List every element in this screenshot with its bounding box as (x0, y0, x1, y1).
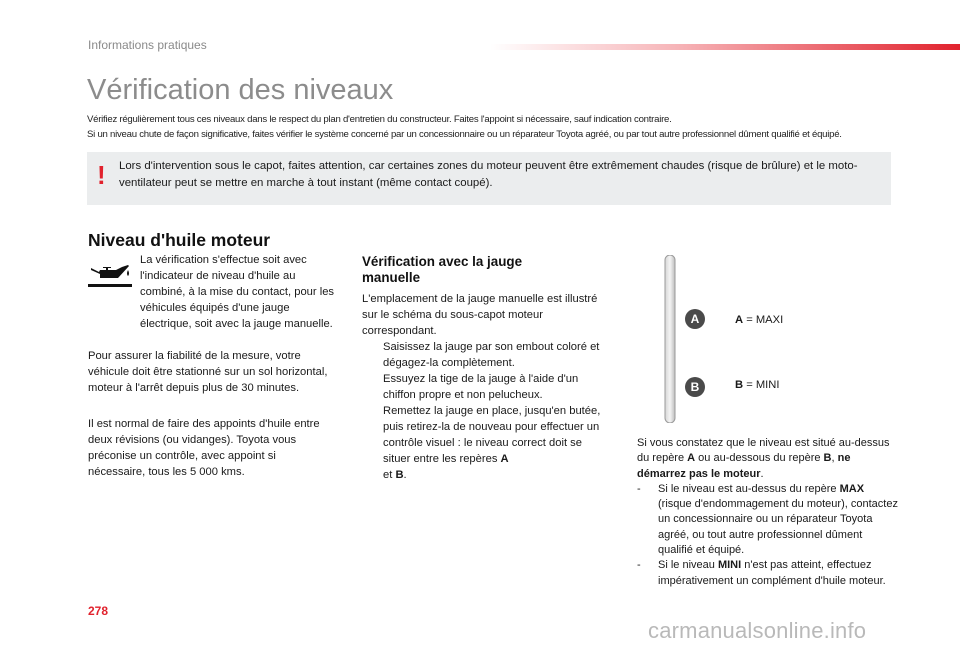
list-item (362, 403, 607, 483)
list-item (362, 339, 607, 371)
intro-text (87, 112, 907, 142)
oil-paragraph-3: Il est normal de faire des appoints d'huile entre deux révisions (ou vidanges). Toyota vous préconise un contrôle, avec appoint si nécessaire, tous les 5 000 kms. (88, 418, 320, 478)
intro-line-2: Si un niveau chute de façon significative, faites vérifier le système concerné par un concessionnaire ou un réparateur Toyota agréé, ou par tout autre professionnel dûment qualifié et équipé. (87, 129, 842, 140)
list-item: - Si le niveau est au-dessus du repère MAX (risque d'endommagement du moteur), contactez un concessionnaire ou un réparateur Toyota agréé, ou tout autre professionnel dûment qualifié et équipé. (637, 482, 898, 557)
manual-paragraph: L'emplacement de la jauge manuelle est illustré sur le schéma du sous-capot moteur correspondant. (362, 293, 598, 337)
step-3-text: Remettez la jauge en place, jusqu'en butée, puis retirez-la de nouveau pour effectuer un contrôle visuel : le niveau correct doit se situer entre les repères (383, 405, 601, 465)
level-instructions (637, 436, 899, 589)
oil-paragraph-1: La vérification s'effectue soit avec l'indicateur de niveau d'huile au combiné, à la mise du contact, pour les véhicules équipés d'une jauge électrique, soit avec la jauge manuelle. (140, 254, 335, 330)
warning-icon: ! (97, 160, 106, 190)
page-title: Vérification des niveaux (87, 74, 394, 106)
oil-level-heading: Niveau d'huile moteur (88, 230, 271, 250)
dipstick-illustration (660, 255, 680, 423)
manual-check-text (362, 291, 607, 483)
label-maxi: A = MAXI (735, 314, 784, 326)
step-1-text: Saisissez la jauge par son embout coloré et dégagez-la complètement. (383, 341, 600, 369)
level-intro: Si vous constatez que le niveau est situé au-dessus du repère A ou au-dessous du repère B, ne démarrez pas le moteur. (637, 437, 890, 480)
intro-line-1: Vérifiez régulièrement tous ces niveaux dans le respect du plan d'entretien du constructeur. Faites l'appoint si nécessaire, sauf indication contraire. (87, 114, 672, 125)
steps-list (362, 339, 607, 483)
warning-text: Lors d'intervention sous le capot, faites attention, car certaines zones du moteur peuvent être extrêmement chaudes (risque de brûlure) et le moto-ventilateur peut se mettre en marche à tout instant (même contact coupé). (119, 160, 858, 189)
section-header: Informations pratiques (88, 38, 207, 52)
marker-a: A (685, 309, 705, 329)
manual-check-heading: Vérification avec la jauge manuelle (362, 254, 523, 285)
list-item (362, 371, 607, 403)
list-item: - Si le niveau MINI n'est pas atteint, effectuez impérativement un complément d'huile moteur. (637, 559, 886, 587)
oil-paragraph-2: Pour assurer la fiabilité de la mesure, votre véhicule doit être stationné sur un sol horizontal, moteur à l'arrêt depuis plus de 30 minutes. (88, 350, 328, 394)
watermark: carmanualsonline.info (648, 618, 867, 643)
oil-can-icon (88, 262, 132, 288)
marker-b: B (685, 377, 705, 397)
step-3-mark-a: A (500, 453, 509, 465)
label-mini: B = MINI (735, 379, 780, 391)
step-3-mark-b: B (395, 469, 404, 481)
step-2-text: Essuyez la tige de la jauge à l'aide d'un chiffon propre et non pelucheux. (383, 373, 579, 401)
header-accent-line (490, 44, 960, 50)
step-3-end: . (403, 469, 407, 481)
page-number: 278 (88, 604, 109, 618)
step-3-mid: et (383, 469, 396, 481)
level-list (637, 482, 899, 589)
